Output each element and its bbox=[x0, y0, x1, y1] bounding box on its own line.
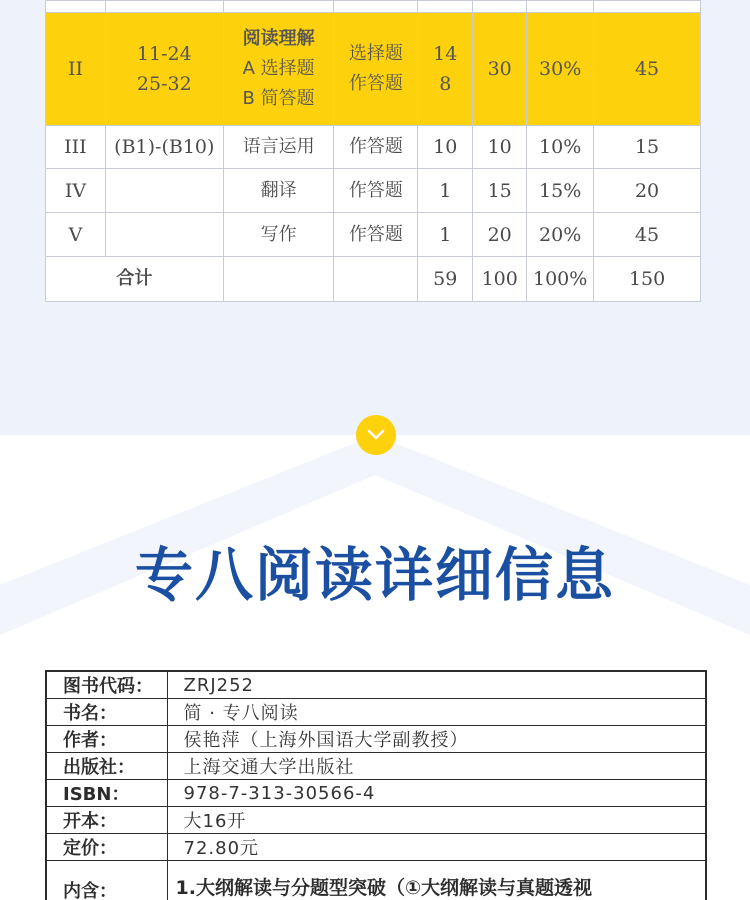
score-cell: 10 bbox=[473, 126, 527, 169]
count-cell: 1 bbox=[418, 169, 473, 213]
info-label: 出版社： bbox=[46, 753, 167, 780]
total-score: 100 bbox=[473, 257, 527, 302]
part-cell: III bbox=[46, 126, 106, 169]
score-cell: 30 bbox=[473, 13, 527, 126]
cell bbox=[473, 1, 527, 13]
info-row bbox=[46, 807, 706, 834]
part-cell: IV bbox=[46, 169, 106, 213]
time-cell: 45 bbox=[594, 13, 701, 126]
content-cell: 语言运用 bbox=[223, 126, 334, 169]
score-cell: 20 bbox=[473, 213, 527, 257]
exam-structure-table bbox=[45, 0, 701, 302]
count-line: 8 bbox=[439, 73, 452, 95]
total-count: 59 bbox=[418, 257, 473, 302]
cell bbox=[527, 1, 594, 13]
time-cell: 15 bbox=[594, 126, 701, 169]
chevron-down-icon bbox=[356, 415, 396, 455]
type-line: 选择题 bbox=[348, 43, 403, 64]
table-row-partial bbox=[46, 1, 701, 13]
table-row-highlighted bbox=[46, 13, 701, 126]
info-row bbox=[46, 861, 706, 900]
info-row bbox=[46, 753, 706, 780]
table-row-total bbox=[46, 257, 701, 302]
info-row bbox=[46, 780, 706, 807]
info-label: 定价： bbox=[46, 834, 167, 861]
table-row bbox=[46, 126, 701, 169]
range-line: 25-32 bbox=[136, 73, 192, 95]
score-cell: 15 bbox=[473, 169, 527, 213]
content-title: 阅读理解 bbox=[242, 28, 315, 49]
percent-cell: 15% bbox=[527, 169, 594, 213]
info-label: 开本： bbox=[46, 807, 167, 834]
info-value: 上海交通大学出版社 bbox=[167, 753, 706, 780]
range-cell bbox=[105, 213, 223, 257]
cell bbox=[105, 1, 223, 13]
book-info-table bbox=[45, 670, 707, 900]
cell bbox=[46, 1, 106, 13]
percent-cell: 10% bbox=[527, 126, 594, 169]
part-cell: V bbox=[46, 213, 106, 257]
content-cell: 翻译 bbox=[223, 169, 334, 213]
part-cell: II bbox=[46, 13, 106, 126]
info-value: 72.80元 bbox=[167, 834, 706, 861]
content-cell bbox=[223, 13, 334, 126]
empty-cell bbox=[223, 257, 334, 302]
content-cell: 写作 bbox=[223, 213, 334, 257]
table-row bbox=[46, 213, 701, 257]
info-row bbox=[46, 671, 706, 699]
info-value: ZRJ252 bbox=[167, 671, 706, 699]
info-label: 书名： bbox=[46, 699, 167, 726]
count-cell: 1 bbox=[418, 213, 473, 257]
percent-cell: 30% bbox=[527, 13, 594, 126]
section-title: 专八阅读详细信息 bbox=[134, 541, 615, 609]
info-label: 内含： bbox=[46, 861, 167, 900]
percent-cell: 20% bbox=[527, 213, 594, 257]
range-cell bbox=[105, 169, 223, 213]
cell bbox=[223, 1, 334, 13]
total-percent: 100% bbox=[527, 257, 594, 302]
type-line: 作答题 bbox=[348, 73, 403, 94]
content-line: B 简答题 bbox=[242, 88, 315, 109]
range-cell bbox=[105, 13, 223, 126]
type-cell bbox=[334, 13, 418, 126]
total-time: 150 bbox=[594, 257, 701, 302]
empty-cell bbox=[334, 257, 418, 302]
info-row bbox=[46, 699, 706, 726]
info-value: 大16开 bbox=[167, 807, 706, 834]
count-cell: 10 bbox=[418, 126, 473, 169]
cell bbox=[418, 1, 473, 13]
total-label: 合计 bbox=[46, 257, 224, 302]
info-label: 图书代码： bbox=[46, 671, 167, 699]
info-row bbox=[46, 726, 706, 753]
range-line: 11-24 bbox=[136, 43, 192, 65]
type-cell: 作答题 bbox=[334, 169, 418, 213]
count-cell bbox=[418, 13, 473, 126]
time-cell: 45 bbox=[594, 213, 701, 257]
cell bbox=[594, 1, 701, 13]
info-row bbox=[46, 834, 706, 861]
time-cell: 20 bbox=[594, 169, 701, 213]
type-cell: 作答题 bbox=[334, 126, 418, 169]
count-line: 14 bbox=[433, 43, 458, 65]
info-value: 978-7-313-30566-4 bbox=[167, 780, 706, 807]
info-value: 简 · 专八阅读 bbox=[167, 699, 706, 726]
info-value: 侯艳萍（上海外国语大学副教授） bbox=[167, 726, 706, 753]
info-label: 作者： bbox=[46, 726, 167, 753]
info-label: ISBN： bbox=[46, 780, 167, 807]
info-value: 1.大纲解读与分题型突破（①大纲解读与真题透视 bbox=[167, 861, 706, 900]
content-line: A 选择题 bbox=[242, 58, 315, 79]
table-row bbox=[46, 169, 701, 213]
type-cell: 作答题 bbox=[334, 213, 418, 257]
range-cell: (B1)-(B10) bbox=[105, 126, 223, 169]
cell bbox=[334, 1, 418, 13]
